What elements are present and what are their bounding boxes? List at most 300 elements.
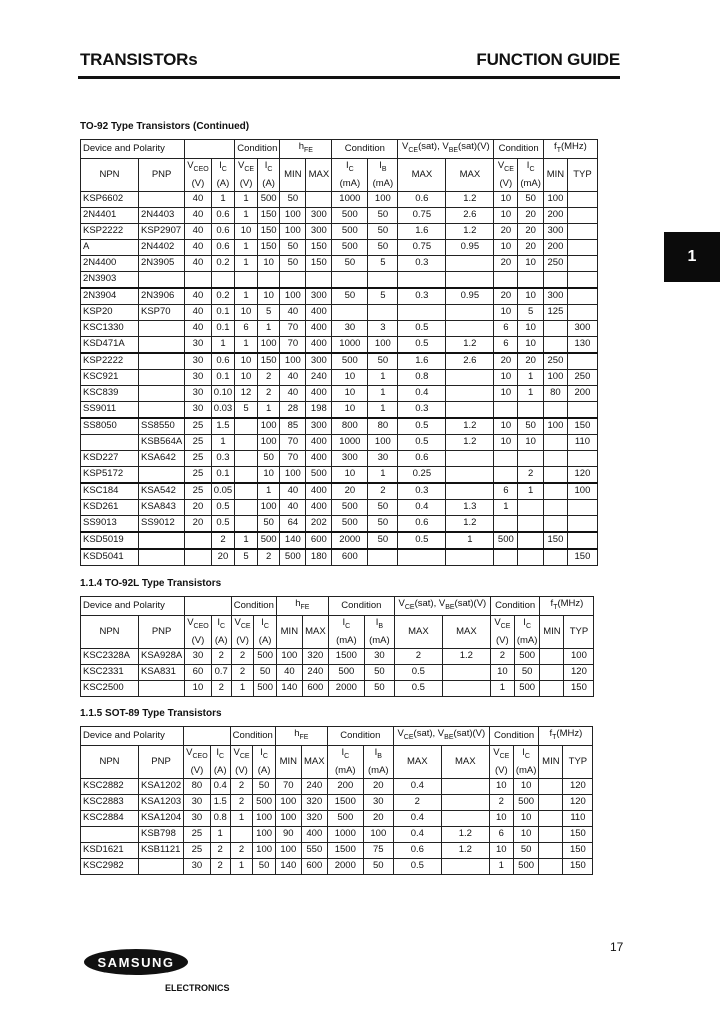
hdr-hfe-max: MAX — [306, 158, 332, 191]
header-rule — [78, 76, 620, 79]
table-cell: 2N4400 — [81, 255, 139, 271]
hdr-condition-2: Condition — [328, 597, 394, 616]
table-cell: 0.7 — [211, 664, 231, 680]
table-cell: 0.6 — [393, 842, 441, 858]
table-cell: 110 — [563, 810, 593, 826]
table-cell: 100 — [275, 810, 301, 826]
table-cell — [494, 401, 518, 418]
table-cell: 60 — [185, 664, 212, 680]
table-cell: 40 — [280, 385, 306, 401]
table-cell: 0.4 — [398, 385, 446, 401]
table-cell: 10 — [332, 385, 368, 401]
table-cell: 202 — [306, 515, 332, 532]
table-cell: 100 — [257, 434, 279, 450]
table-cell — [139, 191, 185, 207]
table-cell — [398, 549, 446, 566]
table-cell: 400 — [306, 450, 332, 466]
table-cell — [539, 794, 563, 810]
hdr-ft: $f_T(MHz)$ — [543, 140, 597, 159]
table-cell: 10 — [494, 369, 518, 385]
table-cell: 10 — [518, 255, 544, 271]
table-cell: 50 — [253, 778, 275, 794]
table-cell: 6 — [489, 826, 513, 842]
hdr-vceo: $V_{CEO}$ (V) — [184, 745, 211, 778]
table-cell: 1 — [257, 401, 279, 418]
table-cell: 20 — [332, 483, 368, 500]
table-cell: 1000 — [327, 826, 363, 842]
table-cell: 300 — [306, 207, 332, 223]
table-cell: 600 — [302, 680, 328, 696]
table-cell: 150 — [567, 418, 597, 435]
table-cell: KSC1330 — [81, 320, 139, 336]
table-cell: 1 — [235, 288, 258, 305]
table-cell: 2 — [394, 648, 442, 664]
hdr-ib-ma: $I_B$ (mA) — [368, 158, 398, 191]
table-cell: 150 — [563, 826, 593, 842]
table-row — [81, 369, 598, 385]
section-title-sot89: 1.1.5 SOT-89 Type Transistors — [80, 708, 222, 719]
table-cell: 1 — [257, 483, 279, 500]
table-cell: 500 — [513, 858, 539, 874]
hdr-ft-vce: $V_{CE}$ (V) — [494, 158, 518, 191]
hdr-npn: NPN — [81, 158, 139, 191]
table-cell: 1 — [235, 255, 258, 271]
table-cell: 0.5 — [394, 680, 442, 696]
table-cell: 40 — [185, 255, 212, 271]
table-cell: 1 — [446, 532, 494, 549]
table-cell: 1 — [257, 320, 279, 336]
table-cell: 10 — [332, 466, 368, 483]
table-cell — [235, 483, 258, 500]
table-cell — [543, 483, 567, 500]
table-cell: 0.6 — [398, 191, 446, 207]
table-cell: 50 — [332, 255, 368, 271]
hdr-device-polarity: Device and Polarity — [81, 727, 184, 746]
table-row — [81, 223, 598, 239]
hdr-condition: Condition — [230, 727, 275, 746]
table-cell: 10 — [513, 778, 539, 794]
table-cell: 2 — [393, 794, 441, 810]
table-cell: 120 — [564, 664, 594, 680]
table-cell: 0.75 — [398, 239, 446, 255]
table-cell — [567, 304, 597, 320]
table-cell — [441, 858, 489, 874]
table-cell: 300 — [332, 450, 368, 466]
table-cell — [81, 434, 139, 450]
table-cell: 20 — [518, 207, 544, 223]
table-cell: 20 — [518, 353, 544, 370]
table-cell: 75 — [363, 842, 393, 858]
table-cell: 150 — [563, 858, 593, 874]
table-cell: KSA542 — [139, 483, 185, 500]
table-cell: 500 — [257, 191, 279, 207]
hdr-vsat: $V_{CE}(sat)$, $V_{BE}(sat)(V)$ — [398, 140, 494, 159]
table-cell — [567, 288, 597, 305]
table-cell: 1 — [494, 499, 518, 515]
hdr-vsat: $V_{CE}(sat)$, $V_{BE}(sat)(V)$ — [394, 597, 490, 616]
table-cell: 10 — [494, 239, 518, 255]
table-cell — [368, 549, 398, 566]
table-cell: 2 — [230, 778, 253, 794]
table-cell: SS9011 — [81, 401, 139, 418]
table-row — [81, 858, 593, 874]
table-cell: 40 — [185, 288, 212, 305]
table-cell: 200 — [567, 385, 597, 401]
table-cell — [543, 466, 567, 483]
table-cell: 5 — [235, 401, 258, 418]
table-cell: 25 — [185, 418, 212, 435]
table-cell: 40 — [280, 499, 306, 515]
table-cell: 20 — [494, 288, 518, 305]
table-cell: 70 — [275, 778, 301, 794]
table-cell: 1000 — [332, 434, 368, 450]
table-cell: 1 — [235, 239, 258, 255]
table-cell: 50 — [280, 255, 306, 271]
table-cell — [567, 515, 597, 532]
table-cell: 100 — [280, 288, 306, 305]
table-cell: 50 — [280, 239, 306, 255]
table-cell: 20 — [494, 353, 518, 370]
hdr-ft-typ: TYP — [564, 615, 594, 648]
table-cell: 100 — [280, 223, 306, 239]
table-cell: KSB798 — [139, 826, 184, 842]
table-cell: 400 — [306, 483, 332, 500]
table-cell: 2 — [230, 794, 253, 810]
hdr-hfe: $h_{FE}$ — [280, 140, 332, 159]
table-cell — [539, 858, 563, 874]
table-cell: 0.4 — [210, 778, 230, 794]
hdr-hfe: $h_{FE}$ — [276, 597, 328, 616]
table-cell: 0.4 — [393, 778, 441, 794]
table-cell: 100 — [368, 191, 398, 207]
hdr-ft-ic: $I_C$ (mA) — [514, 615, 540, 648]
table-cell: 2N4403 — [139, 207, 185, 223]
table-cell: 1 — [368, 466, 398, 483]
table-cell: 25 — [185, 466, 212, 483]
table-cell: 0.95 — [446, 239, 494, 255]
table-cell: 2 — [210, 858, 230, 874]
table-cell: KSD5041 — [81, 549, 139, 566]
table-cell: 120 — [563, 794, 593, 810]
table-cell: 20 — [494, 223, 518, 239]
page-header-right: FUNCTION GUIDE — [476, 50, 620, 69]
table-cell — [518, 532, 544, 549]
table-cell — [211, 271, 235, 288]
table-cell: 2 — [489, 794, 513, 810]
table-cell: 20 — [363, 810, 393, 826]
table-cell: 80 — [184, 778, 211, 794]
table-cell: 300 — [306, 353, 332, 370]
hdr-vbe-sat-max: MAX — [446, 158, 494, 191]
table-cell: 40 — [276, 664, 302, 680]
table-cell: KSC2982 — [81, 858, 139, 874]
table-cell: 500 — [494, 532, 518, 549]
table-cell: KSC2884 — [81, 810, 139, 826]
table-cell: 30 — [363, 794, 393, 810]
table-cell: 1 — [211, 434, 235, 450]
table-cell — [446, 385, 494, 401]
table-cell — [543, 549, 567, 566]
hdr-hfe-min: MIN — [275, 745, 301, 778]
table-row — [81, 336, 598, 353]
table-cell: 100 — [280, 207, 306, 223]
table-cell: 200 — [327, 778, 363, 794]
table-cell: KSA642 — [139, 450, 185, 466]
table-cell — [543, 450, 567, 466]
table-cell — [230, 826, 253, 842]
table-cell — [446, 320, 494, 336]
table-cell: 0.6 — [398, 450, 446, 466]
table-cell: 1 — [235, 207, 258, 223]
table-cell: 30 — [184, 794, 211, 810]
table-cell: 250 — [567, 369, 597, 385]
table-cell: KSD5019 — [81, 532, 139, 549]
table-cell: 0.4 — [393, 826, 441, 842]
table-cell: KSC839 — [81, 385, 139, 401]
table-cell: 12 — [235, 385, 258, 401]
table-cell: 150 — [257, 239, 279, 255]
table-sot89 — [80, 726, 593, 875]
table-cell: 500 — [514, 680, 540, 696]
hdr-ib-ma: $I_B$ (mA) — [363, 745, 393, 778]
table-cell: 0.6 — [211, 223, 235, 239]
table-cell: 1 — [490, 680, 514, 696]
table-cell: 100 — [257, 418, 279, 435]
table-cell: 30 — [184, 858, 211, 874]
table-row — [81, 466, 598, 483]
table-cell: 1.5 — [210, 794, 230, 810]
table-cell: 0.4 — [398, 499, 446, 515]
hdr-vceo: $V_{CEO}$ (V) — [185, 158, 212, 191]
table-cell: 0.6 — [211, 353, 235, 370]
table-cell: 2.6 — [446, 353, 494, 370]
table-cell: 120 — [563, 778, 593, 794]
table-cell: KSA1202 — [139, 778, 184, 794]
table-cell: 10 — [235, 304, 258, 320]
page-header-left: TRANSISTORs — [80, 50, 198, 69]
table-cell — [567, 499, 597, 515]
table-cell: 50 — [518, 191, 544, 207]
table-cell: 150 — [567, 549, 597, 566]
table-cell: SS8550 — [139, 418, 185, 435]
table-cell: 0.1 — [211, 369, 235, 385]
table-cell — [539, 778, 563, 794]
table-cell: 50 — [363, 858, 393, 874]
table-cell: 100 — [543, 418, 567, 435]
table-row — [81, 810, 593, 826]
table-cell: 300 — [543, 288, 567, 305]
page-number: 17 — [610, 940, 624, 954]
table-cell: 500 — [332, 353, 368, 370]
table-cell: 25 — [185, 450, 212, 466]
table-cell: 1 — [489, 858, 513, 874]
table-cell: 30 — [185, 353, 212, 370]
table-cell: 50 — [513, 842, 539, 858]
section-title-to92l: 1.1.4 TO-92L Type Transistors — [80, 578, 222, 589]
table-cell: 100 — [368, 336, 398, 353]
table-cell: 6 — [494, 483, 518, 500]
table-cell: 30 — [185, 336, 212, 353]
hdr-vce-sat-max: MAX — [394, 615, 442, 648]
table-cell: KSA1204 — [139, 810, 184, 826]
table-cell: 10 — [494, 207, 518, 223]
table-cell: 70 — [280, 336, 306, 353]
hdr-device-polarity: Device and Polarity — [81, 140, 185, 159]
table-row — [81, 648, 594, 664]
hdr-ft-ic: $I_C$ (mA) — [513, 745, 539, 778]
table-cell: 500 — [332, 499, 368, 515]
table-cell: 50 — [368, 223, 398, 239]
table-cell: 1 — [368, 369, 398, 385]
table-cell: 1.2 — [446, 418, 494, 435]
table-cell: KSC2500 — [81, 680, 139, 696]
table-cell: 1 — [231, 680, 254, 696]
table-cell: 50 — [364, 680, 394, 696]
table-cell: 1500 — [328, 648, 364, 664]
table-cell: 10 — [235, 353, 258, 370]
table-row — [81, 680, 594, 696]
table-cell: 2000 — [327, 858, 363, 874]
table-cell: 10 — [489, 842, 513, 858]
table-cell — [567, 207, 597, 223]
table-cell: 600 — [301, 858, 327, 874]
table-cell: 1 — [230, 810, 253, 826]
table-cell — [235, 466, 258, 483]
table-cell: KSP20 — [81, 304, 139, 320]
table-cell — [235, 450, 258, 466]
table-cell: 150 — [257, 223, 279, 239]
table-cell — [543, 515, 567, 532]
table-cell: 130 — [567, 336, 597, 353]
table-cell: 1 — [518, 369, 544, 385]
table-cell: 500 — [514, 648, 540, 664]
table-cell: 50 — [368, 515, 398, 532]
table-cell: 140 — [275, 858, 301, 874]
hdr-npn: NPN — [81, 745, 139, 778]
table-cell: 30 — [184, 810, 211, 826]
table-cell: 30 — [185, 401, 212, 418]
table-cell: 10 — [257, 255, 279, 271]
table-cell: 100 — [280, 466, 306, 483]
table-cell: 1 — [210, 826, 230, 842]
hdr-pnp: PNP — [139, 745, 184, 778]
table-cell — [446, 369, 494, 385]
table-cell: 20 — [518, 223, 544, 239]
table-cell: 2N3903 — [81, 271, 139, 288]
table-cell: KSC2331 — [81, 664, 139, 680]
table-to92l — [80, 596, 594, 697]
table-cell: 50 — [368, 532, 398, 549]
table-cell: 6 — [235, 320, 258, 336]
hdr-vce-sat-max: MAX — [393, 745, 441, 778]
table-cell: 20 — [363, 778, 393, 794]
hdr-ft-typ: TYP — [563, 745, 593, 778]
table-cell: 1.3 — [446, 499, 494, 515]
table-cell — [139, 271, 185, 288]
table-cell: 30 — [185, 648, 212, 664]
table-cell: 50 — [257, 515, 279, 532]
table-cell — [567, 353, 597, 370]
table-cell: 500 — [254, 648, 276, 664]
hdr-condition: Condition — [235, 140, 280, 159]
table-row — [81, 842, 593, 858]
table-cell: 0.25 — [398, 466, 446, 483]
table-row — [81, 826, 593, 842]
hdr-ft-min: MIN — [543, 158, 567, 191]
table-cell — [441, 810, 489, 826]
table-cell: 40 — [280, 369, 306, 385]
hdr-ic-max: $I_C$ (A) — [211, 615, 231, 648]
hdr-ic-max: $I_C$ (A) — [210, 745, 230, 778]
table-cell — [543, 336, 567, 353]
table-cell: 100 — [257, 336, 279, 353]
table-cell: 6 — [494, 336, 518, 353]
table-cell: 0.5 — [394, 664, 442, 680]
table-cell — [332, 271, 368, 288]
table-cell: 90 — [275, 826, 301, 842]
table-cell: 30 — [332, 320, 368, 336]
table-cell: 0.05 — [211, 483, 235, 500]
table-cell: 500 — [332, 239, 368, 255]
table-cell — [540, 664, 564, 680]
table-cell: KSP2222 — [81, 223, 139, 239]
table-cell: 10 — [513, 810, 539, 826]
table-cell: 500 — [254, 680, 276, 696]
table-cell: KSP70 — [139, 304, 185, 320]
hdr-condition-3: Condition — [490, 597, 540, 616]
table-row — [81, 207, 598, 223]
hdr-ft-vce: $V_{CE}$ (V) — [490, 615, 514, 648]
table-cell — [441, 794, 489, 810]
table-cell: 50 — [368, 239, 398, 255]
table-cell: 100 — [275, 794, 301, 810]
table-cell: 10 — [518, 434, 544, 450]
table-cell: 0.5 — [398, 532, 446, 549]
hdr-pnp: PNP — [139, 158, 185, 191]
table-cell: 100 — [280, 353, 306, 370]
table-cell: 250 — [543, 353, 567, 370]
table-cell: 1.6 — [398, 353, 446, 370]
table-cell: 10 — [494, 385, 518, 401]
table-cell — [567, 255, 597, 271]
hdr-ic-ma: $I_C$ (mA) — [332, 158, 368, 191]
hdr-pnp: PNP — [139, 615, 185, 648]
table-cell: KSC2882 — [81, 778, 139, 794]
table-cell: KSD261 — [81, 499, 139, 515]
table-cell: 1.5 — [211, 418, 235, 435]
table-cell: 10 — [494, 304, 518, 320]
table-cell: 40 — [280, 483, 306, 500]
table-cell: 5 — [368, 255, 398, 271]
table-cell: 10 — [490, 664, 514, 680]
table-cell: 20 — [518, 239, 544, 255]
table-cell — [539, 842, 563, 858]
table-cell: KSD1621 — [81, 842, 139, 858]
table-cell: 500 — [280, 549, 306, 566]
table-cell — [567, 450, 597, 466]
table-cell — [139, 353, 185, 370]
table-cell: 100 — [253, 810, 275, 826]
hdr-ft: $f_T(MHz)$ — [539, 727, 593, 746]
table-row — [81, 320, 598, 336]
table-cell: 500 — [327, 810, 363, 826]
table-cell: 100 — [257, 499, 279, 515]
table-cell: 2 — [518, 466, 544, 483]
hdr-ft-vce: $V_{CE}$ (V) — [489, 745, 513, 778]
table-cell: 320 — [301, 794, 327, 810]
table-cell: 0.95 — [446, 288, 494, 305]
table-cell — [235, 499, 258, 515]
